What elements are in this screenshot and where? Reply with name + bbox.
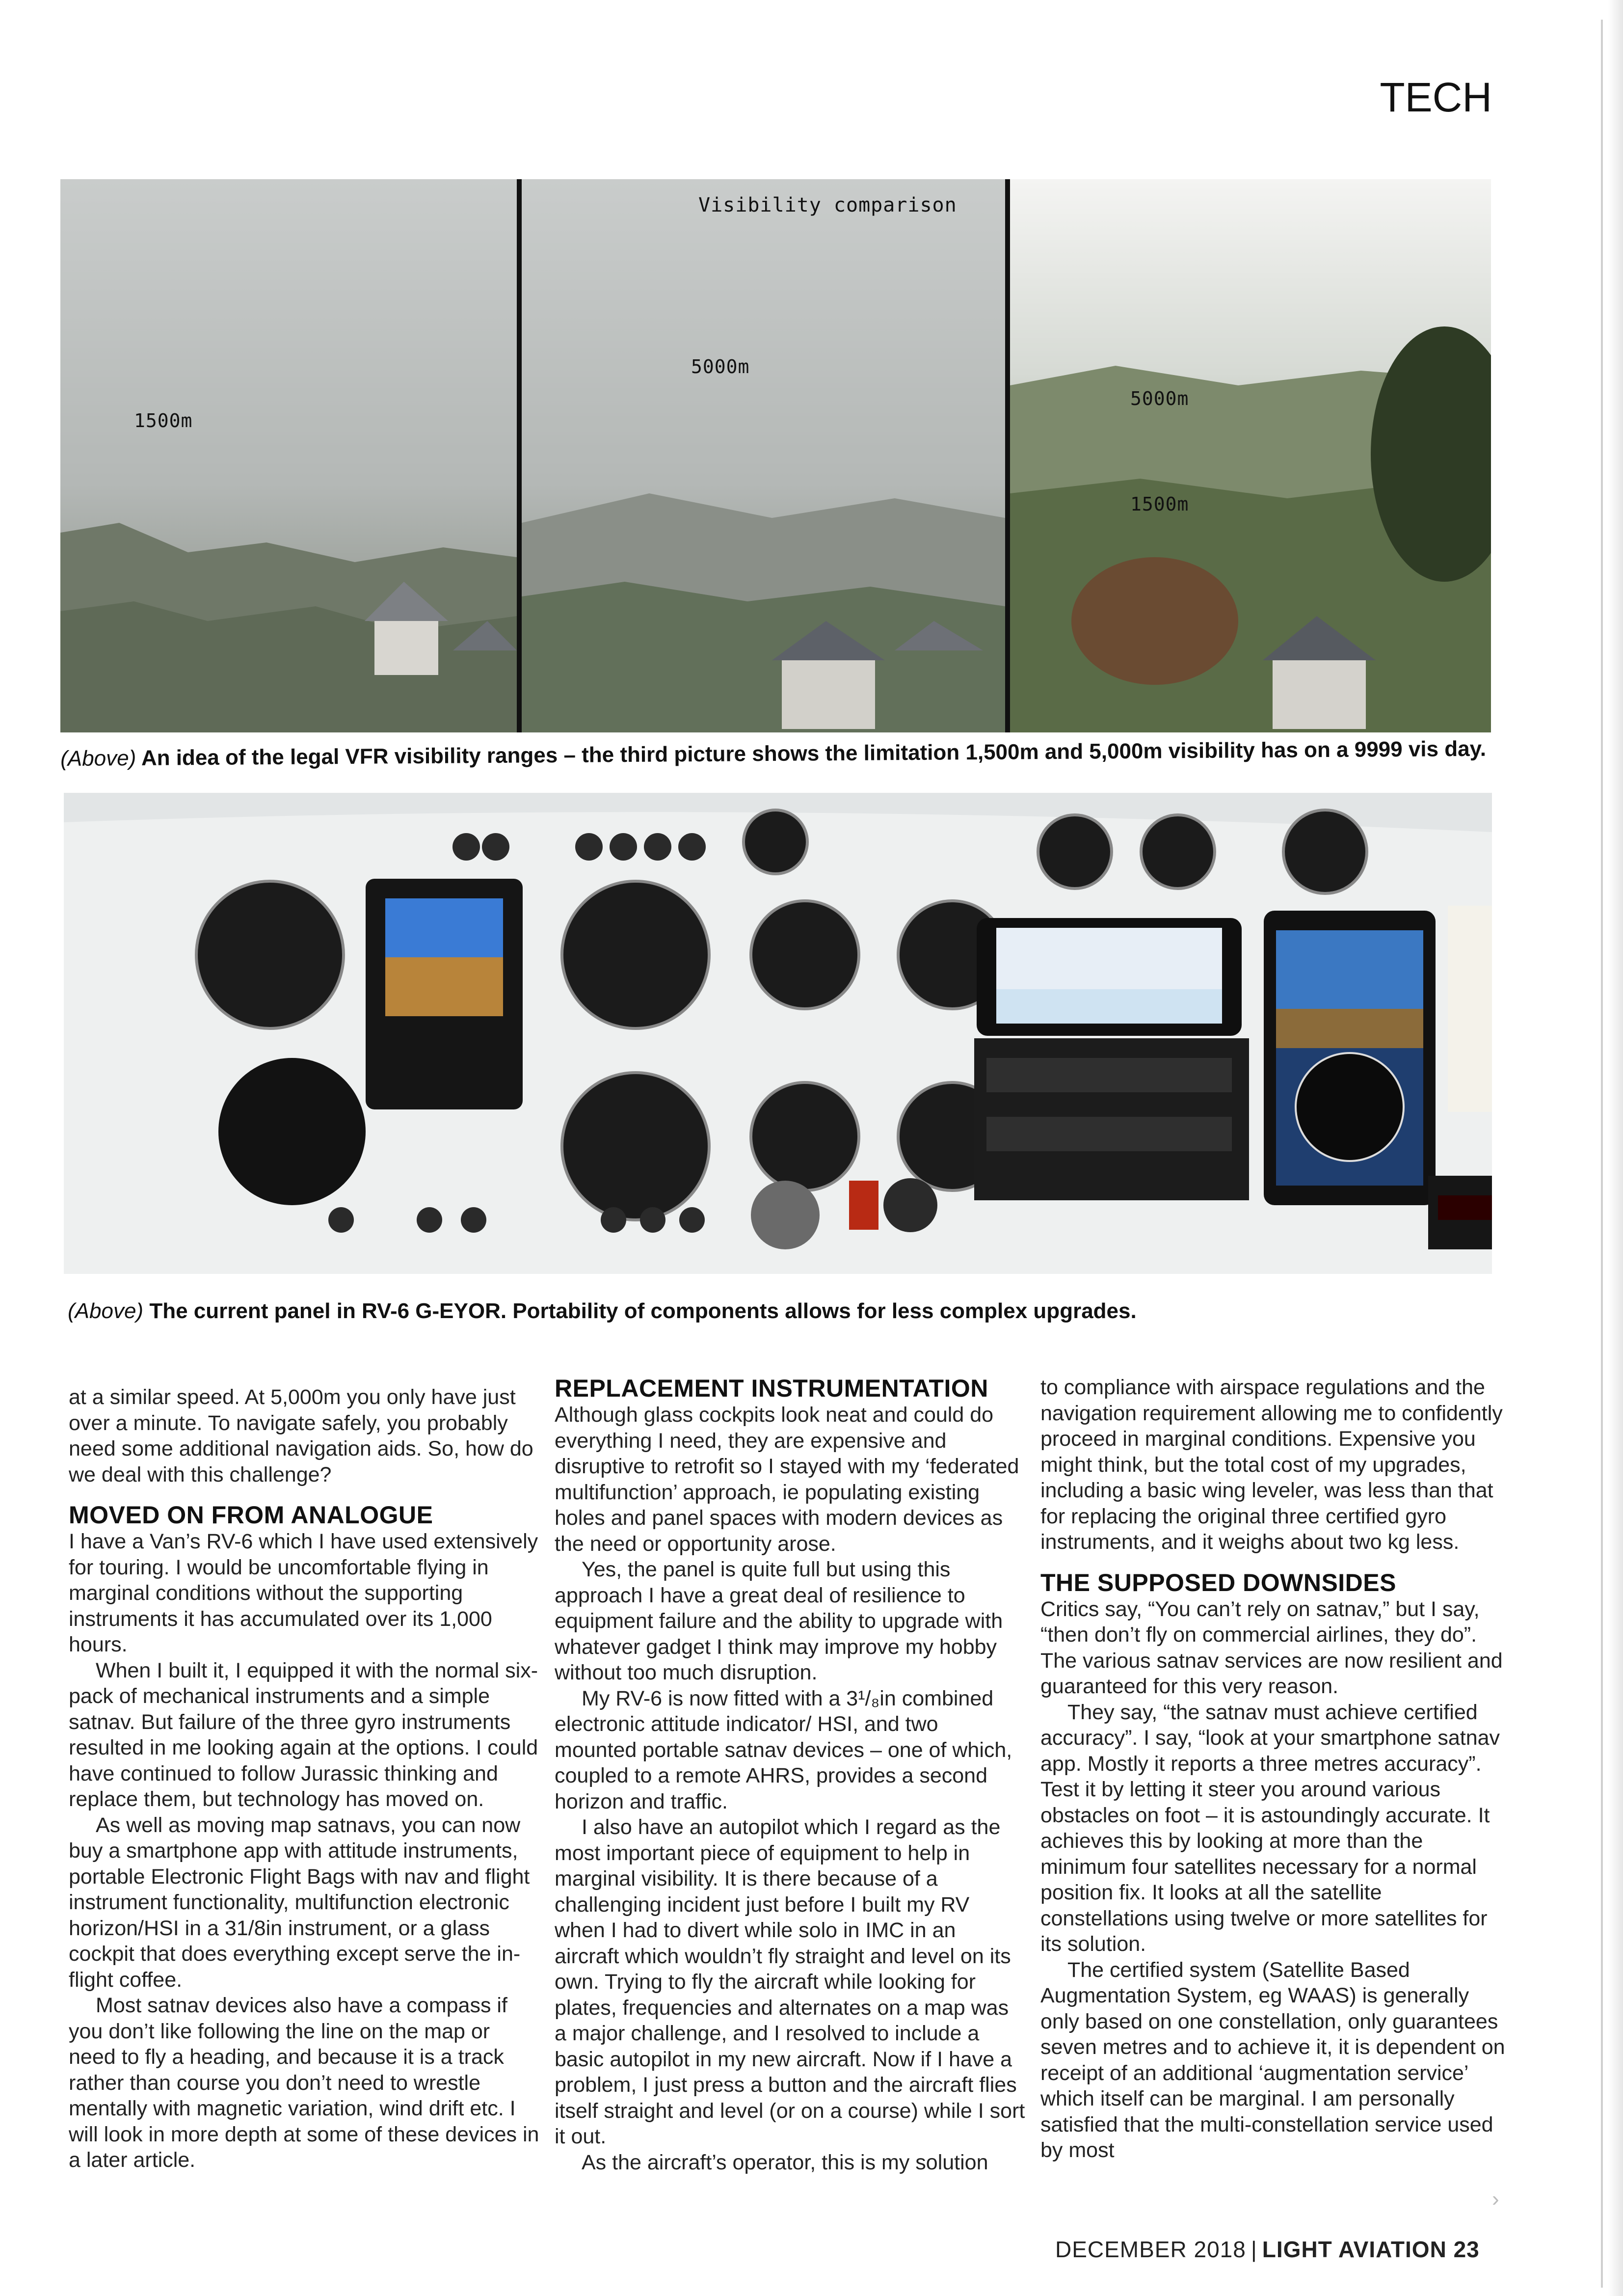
heading-moved-on-from-analogue: MOVED ON FROM ANALOGUE (69, 1501, 433, 1529)
visibility-comparison-photo (60, 179, 1491, 732)
column1-paragraph: As well as moving map satnavs, you can now buy a smartphone app with attitude instruments, portable Electronic Flight Bags with nav and flight instrument functionality, multifunction electronic horizon/HSI in a 31/8in instrument, or a glass cockpit that does everything except serve the in-flight coffee. (69, 1813, 530, 1992)
article-column-1 (69, 1384, 540, 2173)
instrument-panel-photo (64, 793, 1492, 1274)
article-column-2 (555, 1375, 1026, 2175)
range-label-1500m-third: 1500m (1130, 493, 1189, 515)
column1-paragraph: Most satnav devices also have a compass if you don’t like following the line on the map or need to fly a heading, and because it is a track rather than course you don’t need to wrestle mentally with magnetic variation, wind drift etc. I will look in more depth at some of these devices in a later article. (69, 1994, 539, 2172)
heading-the-supposed-downsides: THE SUPPOSED DOWNSIDES (1040, 1568, 1396, 1596)
column1-paragraph: at a similar speed. At 5,000m you only have just over a minute. To navigate safely, you probably need some additional navigation aids. So, how do we deal with this challenge? (69, 1385, 533, 1486)
page-footer (1055, 2236, 1480, 2263)
page-gutter-line (1601, 20, 1603, 2288)
continue-arrow-icon: › (1492, 2187, 1499, 2211)
page-edge-shade (1608, 0, 1623, 2296)
column2-paragraph: Although glass cockpits look neat and could do everything I need, they are expensive and disruptive to retrofit so I stayed with my ‘federated multifunction’ approach, ie populating existing holes and panel spaces with modern devices as the need or opportunity arose. (555, 1403, 1019, 1556)
footer-separator: | (1251, 2237, 1257, 2262)
column3-paragraph: They say, “the satnav must achieve certified accuracy”. I say, “look at your smartphone satnav app. Mostly it reports a three metres accuracy”. Test it by letting it steer you around various obstacles on foot – it is astoundingly accurate. It achieves this by looking at more than the minimum four satellites necessary for a normal position fix. It looks at all the satellite constellations using twelve or more satellites for its solution. (1040, 1700, 1500, 1956)
figure2-caption (68, 1298, 1137, 1324)
column2-paragraph: I also have an autopilot which I regard as the most important piece of equipment to help in marginal visibility. It is there because of a challenging incident just before I built my RV when I had to divert while solo in IMC in an aircraft which wouldn’t fly straight and level on its own. Trying to fly the aircraft while looking for plates, frequencies and alternates on a map was a major challenge, and I resolved to include a basic autopilot in my new aircraft. Now if I have a problem, I just press a button and the aircraft flies itself straight and level (or on a course) while I sort it out. (555, 1815, 1025, 2148)
column2-paragraph: As the aircraft’s operator, this is my solution (582, 2150, 988, 2174)
column3-paragraph: Critics say, “You can’t rely on satnav,” but I say, “then don’t fly on commercial airlines, they do”. The various satnav services are now resilient and guaranteed for this very reason. (1040, 1597, 1503, 1698)
figure2-caption-lead: (Above) (68, 1299, 144, 1323)
column3-paragraph: The certified system (Satellite Based Augmentation System, eg WAAS) is generally only based on one constellation, only guarantees seven metres and to achieve it, it is dependent on receipt of an additional ‘augmentation service’ which itself can be marginal. I am personally satisfied that the multi-constellation service used by most (1040, 1958, 1505, 2162)
column3-paragraph: to compliance with airspace regulations and the navigation requirement allowing me to confidently proceed in marginal conditions. Expensive you might think, but the total cost of my upgrades, including a basic wing leveler, was less than that for replacing the original three certified gyro instruments, and it weighs about two kg less. (1040, 1376, 1503, 1554)
column1-paragraph: When I built it, I equipped it with the normal six-pack of mechanical instruments and a simple satnav. But failure of the three gyro instruments resulted in me looking again at the options. I could have continued to follow Jurassic thinking and replace them, but technology has moved on. (69, 1658, 538, 1811)
figure2-caption-text: The current panel in RV-6 G-EYOR. Portability of components allows for less complex upgrades. (149, 1299, 1137, 1323)
section-label: TECH (1380, 74, 1492, 120)
figure1-caption (60, 736, 1486, 772)
figure1-caption-lead: (Above) (60, 746, 136, 771)
range-label-1500m: 1500m (134, 410, 193, 432)
figure1-caption-text: An idea of the legal VFR visibility ranges – the third picture shows the limitation 1,500m and 5,000m visibility has on a 9999 vis day. (141, 736, 1487, 770)
visibility-photo-illustration (60, 179, 1491, 732)
column1-paragraph: I have a Van’s RV-6 which I have used extensively for touring. I would be uncomfortable flying in marginal conditions without the supporting instruments it has accumulated over its 1,000 hours. (69, 1530, 538, 1656)
page-number: 23 (1453, 2237, 1480, 2262)
issue-date: DECEMBER 2018 (1055, 2237, 1246, 2262)
heading-replacement-instrumentation: REPLACEMENT INSTRUMENTATION (555, 1375, 988, 1402)
column2-paragraph: My RV-6 is now fitted with a 3¹/₈in combined electronic attitude indicator/ HSI, and two mounted portable satnav devices – one of which, coupled to a remote AHRS, provides a second horizon and traffic. (555, 1686, 1012, 1813)
article-column-3 (1040, 1375, 1512, 2163)
range-label-5000m: 5000m (691, 356, 750, 378)
visibility-photo-title: Visibility comparison (698, 194, 957, 216)
instrument-panel-illustration (64, 793, 1492, 1274)
range-label-5000m-third: 5000m (1130, 388, 1189, 409)
magazine-name: LIGHT AVIATION (1262, 2237, 1447, 2262)
column2-paragraph: Yes, the panel is quite full but using this approach I have a great deal of resilience to equipment failure and the ability to upgrade with whatever gadget I think may improve my hobby without too much disruption. (555, 1558, 1003, 1684)
